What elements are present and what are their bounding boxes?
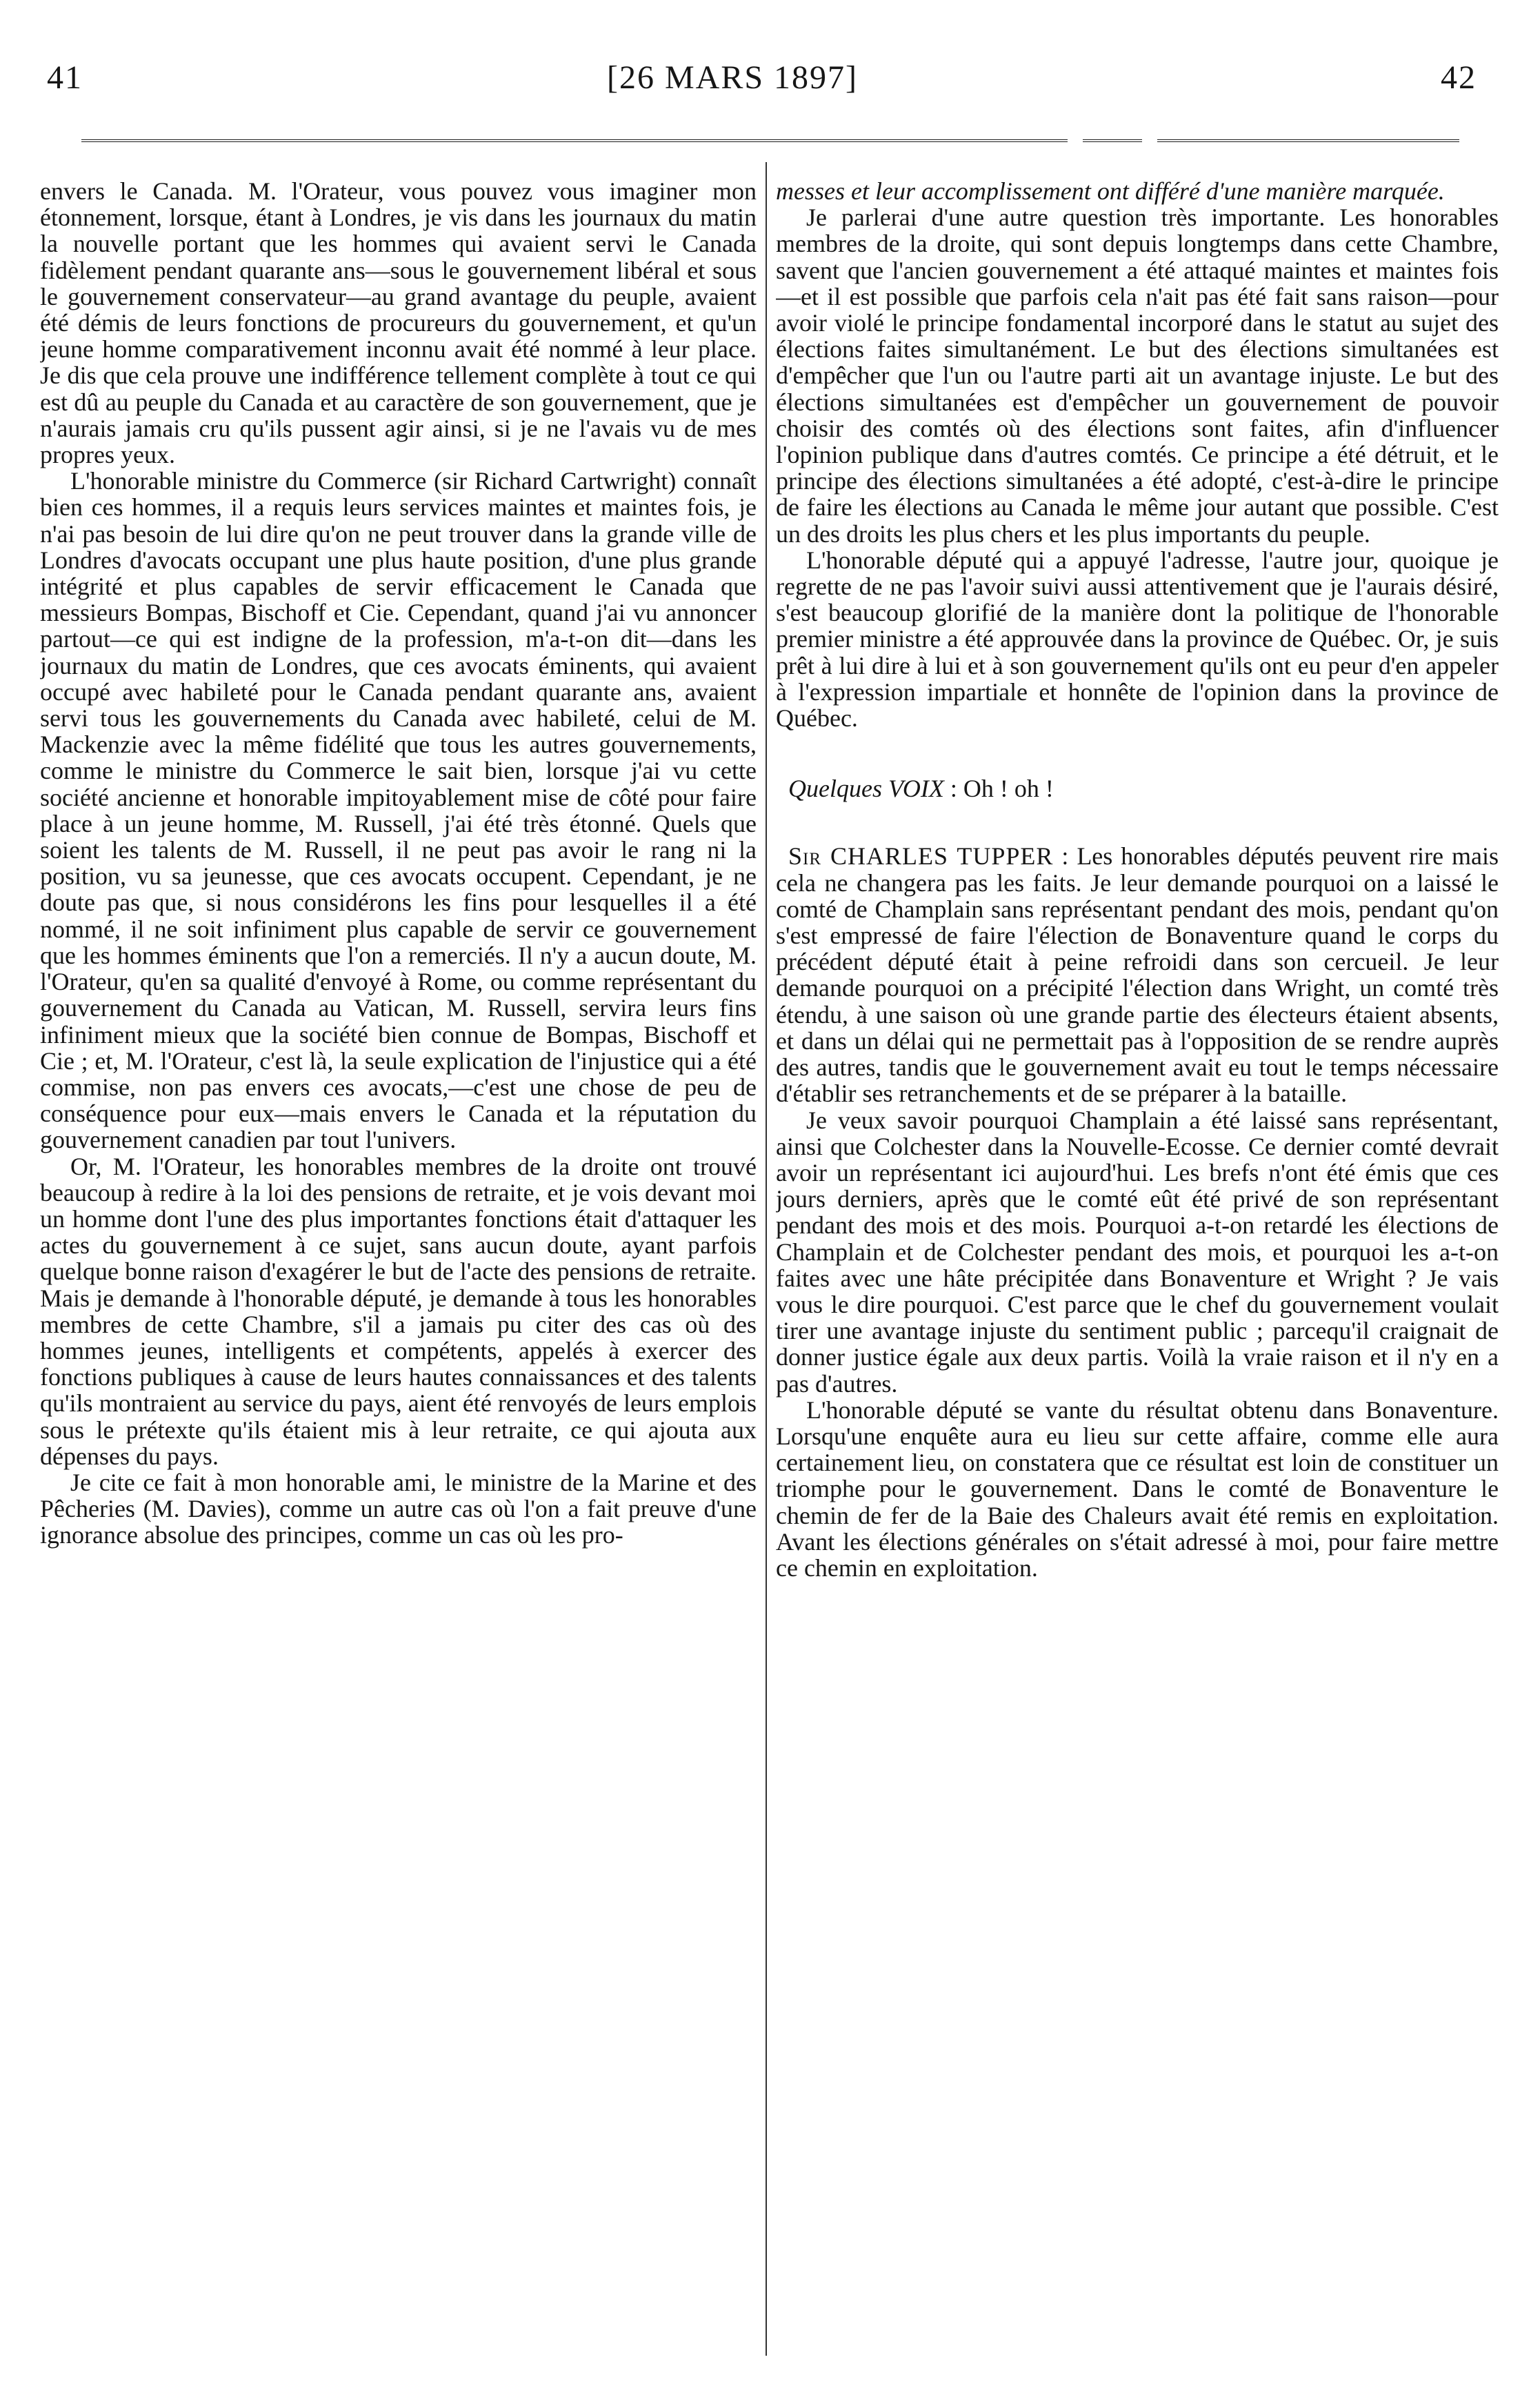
- right-column: [776, 178, 1499, 2372]
- paragraph: Je parlerai d'une autre question très importante. Les honorables membres de la droite, qui sont depuis longtemps dans cette Chambre, savent que l'ancien gouvernement a été attaqué maintes et maintes fois—et il est possible que parfois cela n'ait pas été fait sans raison—pour avoir violé le principe fondamental incorporé dans le statut au sujet des élections faites simultanément. Le but des élections simultanées est d'empêcher que l'un ou l'autre parti ait un avantage injuste. Le but des élections simultanées est d'empêcher un gouvernement de pouvoir choisir des comtés où des élections sont faites, afin d'influencer l'opinion publique dans d'autres comtés. Ce principe a été détruit, et le principe des élections simultanées a été adopté, c'est-à-dire le principe de faire les élections au Canada le même jour autant que possible. C'est un des droits les plus chers et les plus importants du peuple.: [776, 203, 1499, 548]
- session-date: [26 MARS 1897]: [607, 59, 859, 96]
- speaker-name: Sir CHARLES TUPPER: [788, 842, 1054, 871]
- interjection-text: : Oh ! oh !: [943, 775, 1054, 803]
- speech-text: : Les honorables députés peuvent rire mais cela ne changera pas les faits. Je leur demande pourquoi on a laissé le comté de Champlain sans représentant pendant des mois, pendant qu'on s'est empressé de faire l'élection de Bonaventure quand le corps du précédent député était à peine refroidi dans son cercueil. Je leur demande pourquoi on a précipité l'élection dans Wright, un comté très étendu, à une saison où une grande partie des électeurs étaient absents, et dans un délai qui ne permettait pas à l'opposition de se rendre auprès des autres, tandis que le gouvernement avait eu tout le temps nécessaire d'établir ses retranchements et de se préparer à la bataille.: [776, 842, 1499, 1108]
- left-column: [40, 178, 757, 2372]
- paragraph: Je cite ce fait à mon honorable ami, le ministre de la Marine et des Pêcheries (M. Davies), comme un autre cas où l'on a fait preuve d'une ignorance absolue des principes, comme un cas où les pro-: [40, 1468, 757, 1549]
- page-header: [0, 54, 1540, 102]
- page-number-left: 41: [47, 59, 83, 96]
- page-number-right: 42: [1441, 59, 1477, 96]
- paragraph: L'honorable ministre du Commerce (sir Richard Cartwright) connaît bien ces hommes, il a requis leurs services maintes et maintes fois, je n'ai pas besoin de lui dire qu'on ne peut trouver dans la grande ville de Londres d'avocats occupant une plus haute position, d'une plus grande intégrité et plus capables de servir efficacement le Canada que messieurs Bompas, Bischoff et Cie. Cependant, quand j'ai vu annoncer partout—ce qui est indigne de la profession, m'a-t-on dit—dans les journaux du matin de Londres, que ces avocats éminents, qui avaient occupé avec habileté pour le Canada pendant quarante ans, avaient servi tous les gouvernements du Canada avec habileté, celui de M. Mackenzie avec la même fidélité que tous les autres gouvernements, comme le ministre du Commerce le sait bien, lorsque j'ai vu cette société ancienne et honorable impitoyablement mise de côté pour faire place à un jeune homme, M. Russell, j'ai été très étonné. Quels que soient les talents de M. Russell, il ne peut pas avoir le rang ni la position, vu sa jeunesse, que ces avocats occupent. Cependant, je ne doute pas que, si nous considérons les fins pour lesquelles il a été nommé, il ne soit infiniment plus capable de servir ce gouvernement que les hommes éminents que l'on a remerciés. Il n'y a aucun doute, M. l'Orateur, qu'en sa qualité d'envoyé à Rome, ou comme représentant du gouvernement du Canada au Vatican, M. Russell, servira leurs fins infiniment mieux que la société bien connue de Bompas, Bischoff et Cie ; et, M. l'Orateur, c'est là, la seule explication de l'injustice qui a été commise, non pas envers ces avocats,—c'est une chose de peu de conséquence pour eux—mais envers le Canada et la réputation du gouvernement canadien par tout l'univers.: [40, 467, 757, 1154]
- paragraph: Je veux savoir pourquoi Champlain a été laissé sans représentant, ainsi que Colchester dans la Nouvelle-Ecosse. Ce dernier comté devrait avoir un représentant ici aujourd'hui. Les brefs n'ont été émis que ces jours derniers, après que le comté eût été privé de son représentant pendant des mois et des mois. Pourquoi a-t-on retardé les élections de Champlain et de Colchester pendant des mois, et pourquoi les a-t-on faites avec une hâte précipitée dans Bonaventure et Wright ? Je vais vous le dire pourquoi. C'est parce que le chef du gouvernement voulait tirer une avantage injuste du sentiment public ; parcequ'il craignait de donner justice égale aux deux partis. Voilà la vraie raison et il n'y en a pas d'autres.: [776, 1106, 1499, 1398]
- paragraph: L'honorable député qui a appuyé l'adresse, l'autre jour, quoique je regrette de ne pas l'avoir suivi aussi attentivement que je l'aurais désiré, s'est beaucoup glorifié de la manière dont la politique de l'honorable premier ministre a été approuvée dans la province de Québec. Or, je suis prêt à lui dire à lui et à son gouvernement qu'ils ont eu peur d'en appeler à l'expression impartiale et honnête de l'opinion dans la province de Québec.: [776, 546, 1499, 733]
- paragraph: [776, 178, 1499, 204]
- column-divider: [766, 162, 767, 2356]
- paragraph: envers le Canada. M. l'Orateur, vous pouvez vous imaginer mon étonnement, lorsque, étant à Londres, je vis dans les journaux du matin la nouvelle portant que les hommes qui avaient servi le Canada fidèlement pendant quarante ans—sous le gouvernement libéral et sous le gouvernement conservateur—au grand avantage du peuple, avaient été démis de leurs fonctions de procureurs du gouvernement, et qu'un jeune homme comparativement inconnu avait été nommé à leur place. Je dis que cela prouve une indifférence tellement complète à tout ce qui est dû au peuple du Canada et au caractère de son gouvernement, que je n'aurais jamais cru qu'ils pussent agir ainsi, si je ne l'avais vu de mes propres yeux.: [40, 178, 757, 469]
- header-rule-right: [1157, 139, 1459, 142]
- paragraph: Or, M. l'Orateur, les honorables membres de la droite ont trouvé beaucoup à redire à la loi des pensions de retraite, et je vois devant moi un homme dont l'une des plus importantes fonctions était d'attaquer les actes du gouvernement à ce sujet, sans aucun doute, ayant parfois quelque bonne raison d'exagérer le but de l'acte des pensions de retraite. Mais je demande à l'honorable député, je demande à tous les honorables membres de cette Chambre, s'il a jamais pu citer des cas où des hommes jeunes, intelligents et compétents, appelés à exercer des fonctions publiques à cause de leurs hautes connaissances et des talents qu'ils montraient au service du pays, aient été renvoyés de leurs emplois sous le prétexte qu'ils étaient mis à leur retraite, ce qui ajouta aux dépenses du pays.: [40, 1152, 757, 1470]
- header-rule-left: [81, 139, 1068, 142]
- speech-paragraph: [776, 843, 1499, 1106]
- header-rule-middle: [1083, 139, 1142, 142]
- paragraph-text: messes et leur accomplissement ont différé d'une manière marquée.: [776, 178, 1445, 205]
- paragraph: L'honorable député se vante du résultat obtenu dans Bonaventure. Lorsqu'une enquête aura eu lieu sur cette affaire, comme elle aura certainement lieu, on constatera que ce résultat est loin de constituer un triomphe pour le gouvernement. Dans le comté de Bonaventure le chemin de fer de la Baie des Chaleurs avait été remis en exploitation. Avant les élections générales on s'était adressé à moi, pour faire mettre ce chemin en exploitation.: [776, 1395, 1499, 1582]
- speaker-name: Quelques VOIX: [788, 775, 944, 803]
- interjection: [776, 775, 1499, 802]
